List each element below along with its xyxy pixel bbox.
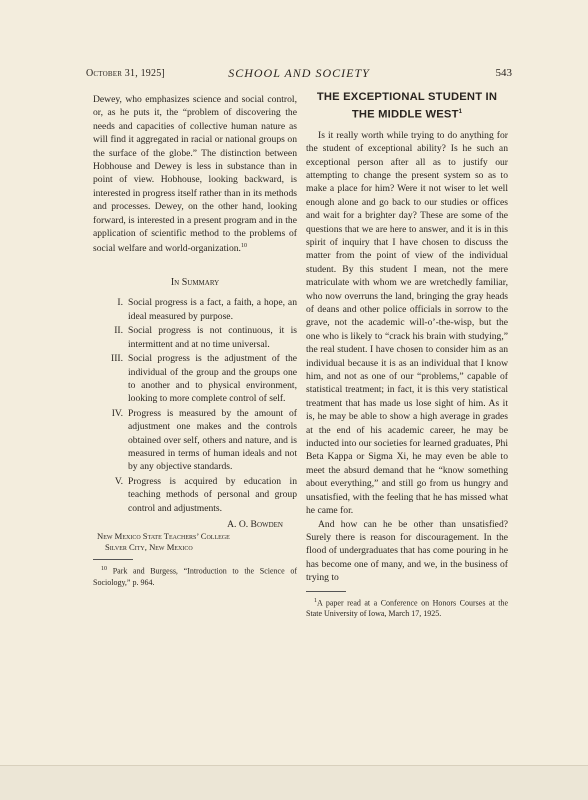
left-column xyxy=(93,93,297,588)
affiliation-location: Silver City, New Mexico xyxy=(105,542,193,553)
header-date: October 31, 1925] xyxy=(86,68,165,79)
summary-heading: In Summary xyxy=(170,277,220,289)
summary-list xyxy=(93,296,297,515)
summary-item-number: III. xyxy=(111,353,123,365)
footnote-number: 10 xyxy=(101,566,107,573)
article-title-line1: THE EXCEPTIONAL STUDENT IN xyxy=(316,91,498,103)
footnote-divider xyxy=(306,591,346,592)
footnote xyxy=(93,564,297,588)
summary-item xyxy=(93,352,297,406)
journal-title: SCHOOL AND SOCIETY xyxy=(228,66,370,80)
summary-item-text: Social progress is the adjustment of the individual of the group and the groups one to another and to physical environment, looking to more complete control of self. xyxy=(128,353,297,405)
footnote xyxy=(306,596,508,620)
footnote-divider xyxy=(93,559,133,560)
page-bottom-edge xyxy=(0,765,588,800)
footnote-text: A paper read at a Conference on Honors Courses at the State University of Iowa, March 17, 1925. xyxy=(306,598,508,618)
body-paragraph: And how can he be other than unsatisfied? Surely there is reason for discouragement. In the flood of undergraduates that has come pouring in he has become one of many, and we, in the business of trying to xyxy=(306,518,508,584)
continued-paragraph-text: Dewey, who emphasizes science and social control, or, as he puts it, the “problem of discovering the needs and capacities of collective human nature as will find it aggregated in racial or national groups on the surface of the globe.” The distinction between Hobhouse and Dewey is less in substance than in point of view. Hobhouse, looking backward, is interested in progress itself rather than in its methods and processes. Dewey, on the other hand, looking forward, is interested in a present program and in the application of scientific method to the problems of social welfare and world-organization. xyxy=(93,94,297,255)
author-signature: A. O. Bowden xyxy=(227,518,283,530)
summary-item xyxy=(93,324,297,351)
footnote-text: Park and Burgess, “Introduction to the Science of Sociology,” p. 964. xyxy=(93,567,298,587)
article-title xyxy=(306,90,508,123)
page-number: 543 xyxy=(495,67,512,79)
footnote-number: 1 xyxy=(314,597,317,604)
summary-item-number: II. xyxy=(114,325,123,337)
body-paragraph: Is it really worth while trying to do anything for the student of exceptional ability? Is he such an exceptional person after all as to justify our attempting to change the present system so as to make a place for him? Were it not wiser to let well enough alone and go back to our studies or offices and wait for a brighter day? These are some of the questions that we are here to answer, and it is in this spirit of inquiry that I have chosen to discuss the matter from the point of view of the individual student. By this student I mean, not the mere matriculate with whom we are wretchedly familiar, who now overruns the land, bringing the gray heads of deans and other police officials in sorrow to the grave, not the academic will-o’-the-wisp, but the one who is likely to “crack his brain with studying,” the real student. I have chosen to consider him as an individual because it is as an individual that I know him, and not as one of our “problems,” capable of statistical treatment; in fact, it is this very statistical treatment that has made us lose sight of him. As it is, he may be able to show a high average in grades at the end of his academic career, he may be inducted into our societies for learned graduates, Phi Beta Kappa or Sigma Xi, he may even be able to meet the absurd demand that he “know something about everything,” and still go from us hungry and unsatisfied, with the feeling that he has missed what he came for. xyxy=(306,129,508,517)
summary-item xyxy=(93,407,297,474)
summary-item-number: V. xyxy=(114,475,123,487)
summary-item-text: Progress is measured by the amount of adjustment one makes and the controls obtained over self, others and nature, and is measured in terms of human ideals and not by any objective standards. xyxy=(128,407,297,473)
summary-item-text: Social progress is a fact, a faith, a hope, an ideal measured by purpose. xyxy=(128,297,297,322)
summary-item xyxy=(93,475,297,515)
article-title-line2: THE MIDDLE WEST xyxy=(351,108,459,121)
title-footnote-ref: 1 xyxy=(458,109,463,115)
continued-paragraph xyxy=(93,93,297,256)
summary-item-number: IV. xyxy=(111,407,123,419)
summary-item-text: Social progress is not continuous, it is intermittent and at no time universal. xyxy=(128,325,297,350)
summary-item-text: Progress is acquired by education in teaching methods of personal and group control and adjustments. xyxy=(128,475,297,514)
right-column xyxy=(306,90,508,619)
footnote-ref-10: 10 xyxy=(240,243,247,250)
affiliation-line: New Mexico State Teachers’ College xyxy=(97,531,230,542)
running-header xyxy=(86,66,512,82)
summary-item xyxy=(93,296,297,323)
summary-item-number: I. xyxy=(117,297,123,309)
